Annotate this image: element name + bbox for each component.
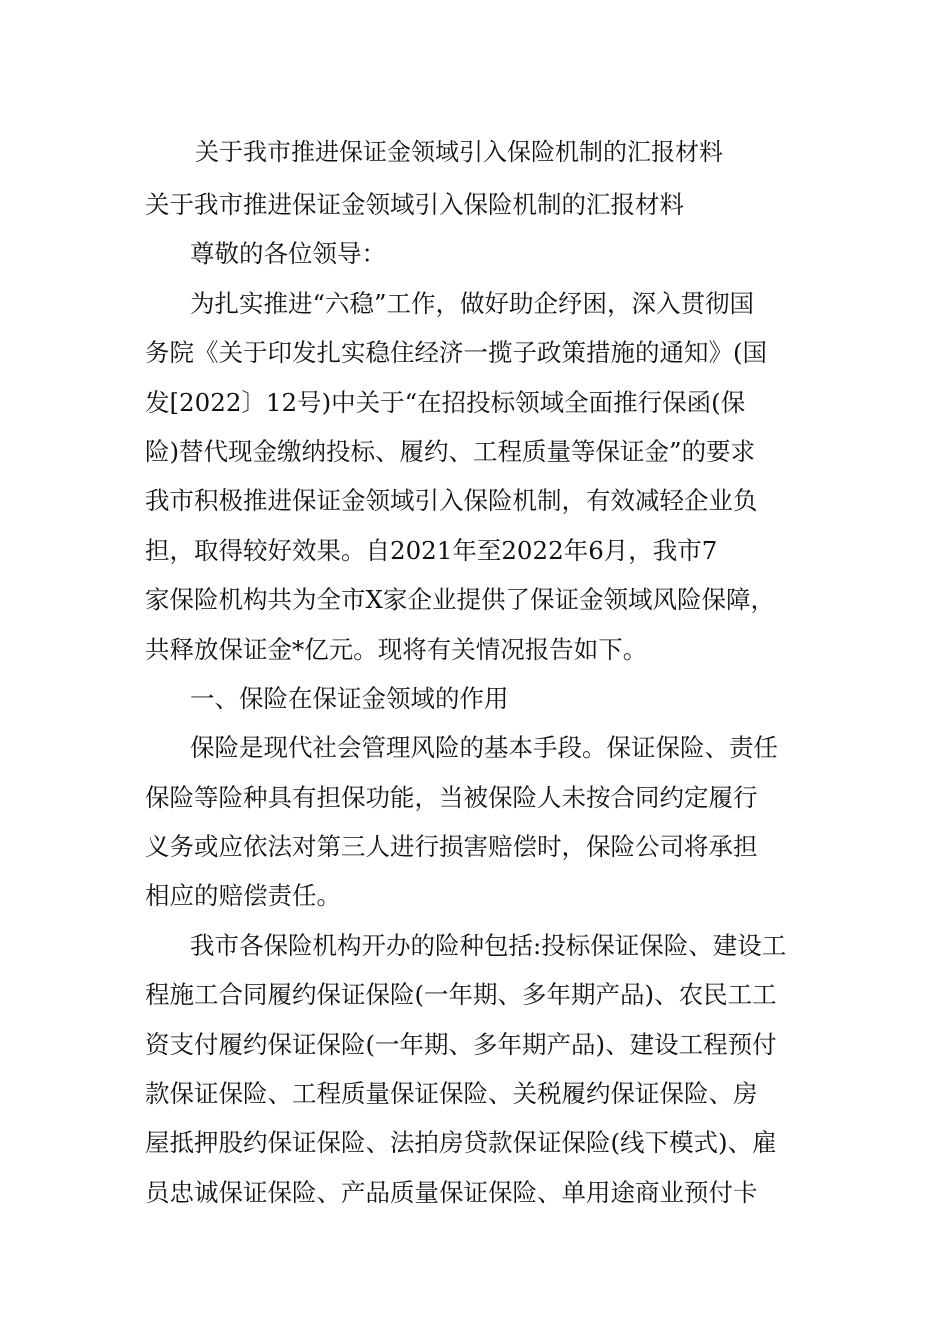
document-body bbox=[145, 180, 825, 1217]
salutation: 尊敬的各位领导： bbox=[190, 239, 386, 269]
body-line: 家保险机构共为全市X家企业提供了保证金领域风险保障， bbox=[145, 585, 775, 615]
body-line: 资支付履约保证保险(一年期、多年期产品)、建设工程预付 bbox=[145, 1029, 777, 1059]
body-line: 我市积极推进保证金领域引入保险机制，有效减轻企业负 bbox=[145, 486, 758, 516]
body-line: 为扎实推进“六稳”工作，做好助企纾困，深入贯彻国 bbox=[190, 288, 755, 318]
body-line: 发[2022〕12号)中关于“在招投标领域全面推行保函(保 bbox=[145, 387, 746, 417]
body-line: 屋抵押股约保证保险、法拍房贷款保证保险(线下模式)、雇 bbox=[145, 1128, 777, 1158]
section-heading: 一、保险在保证金领域的作用 bbox=[190, 683, 509, 713]
body-line: 义务或应依法对第三人进行损害赔偿时，保险公司将承担 bbox=[145, 832, 758, 862]
body-line: 相应的赔偿责任。 bbox=[145, 881, 341, 911]
body-line: 共释放保证金*亿元。现将有关情况报告如下。 bbox=[145, 634, 648, 664]
body-line: 保险是现代社会管理风险的基本手段。保证保险、责任 bbox=[190, 733, 778, 763]
body-line: 我市各保险机构开办的险种包括:投标保证保险、建设工 bbox=[190, 930, 787, 960]
body-line: 员忠诚保证保险、产品质量保证保险、单用途商业预付卡 bbox=[145, 1177, 758, 1207]
body-line: 款保证保险、工程质量保证保险、关税履约保证保险、房 bbox=[145, 1079, 758, 1109]
body-line: 险)替代现金缴纳投标、履约、工程质量等保证金”的要求 bbox=[145, 436, 756, 466]
document-title: 关于我市推进保证金领域引入保险机制的汇报材料 bbox=[195, 138, 723, 166]
body-line: 保险等险种具有担保功能，当被保险人未按合同约定履行 bbox=[145, 782, 758, 812]
body-line: 担，取得较好效果。自2021年至2022年6月，我市7 bbox=[145, 535, 718, 565]
body-line: 务院《关于印发扎实稳住经济一揽子政策措施的通知》(国 bbox=[145, 338, 768, 368]
body-line: 关于我市推进保证金领域引入保险机制的汇报材料 bbox=[145, 190, 684, 219]
body-line: 程施工合同履约保证保险(一年期、多年期产品)、农民工工 bbox=[145, 980, 777, 1010]
